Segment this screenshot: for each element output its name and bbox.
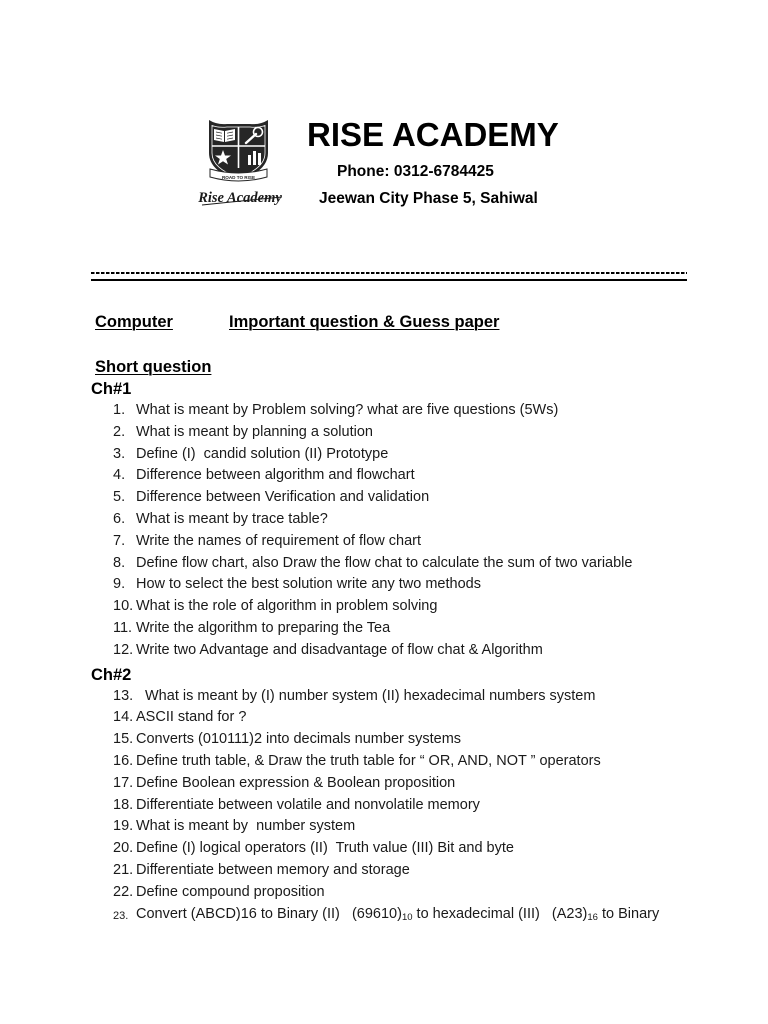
chapter-heading: Ch#1 bbox=[91, 380, 132, 398]
question-text: Differentiate between volatile and nonvolatile memory bbox=[136, 796, 480, 813]
question-number: 9. bbox=[113, 576, 126, 593]
question-number: 21. bbox=[113, 861, 134, 878]
question-text: Write the algorithm to preparing the Tea bbox=[136, 619, 391, 636]
question-number: 6. bbox=[113, 510, 126, 527]
chapter-heading: Ch#2 bbox=[91, 665, 132, 684]
question-number: 18. bbox=[113, 796, 134, 813]
question-number: 20. bbox=[113, 840, 134, 857]
question-text: What is meant by planning a solution bbox=[136, 423, 373, 440]
question-number: 10. bbox=[113, 598, 134, 615]
question-item bbox=[91, 618, 711, 640]
paper-title: Important question & Guess paper bbox=[229, 313, 500, 331]
question-number: 19. bbox=[113, 818, 134, 835]
question-number: 15. bbox=[113, 731, 134, 748]
question-item bbox=[91, 773, 711, 795]
question-item bbox=[91, 795, 711, 817]
question-item bbox=[91, 487, 711, 509]
question-number: 1. bbox=[113, 402, 126, 418]
question-text: ASCII stand for ? bbox=[136, 709, 247, 726]
question-item bbox=[91, 553, 711, 575]
question-text: Define compound proposition bbox=[136, 883, 325, 900]
question-item bbox=[91, 465, 711, 487]
phone-number: 0312-6784425 bbox=[393, 163, 494, 180]
question-number: 4. bbox=[113, 467, 126, 484]
question-text: Write two Advantage and disadvantage of flow chat & Algorithm bbox=[136, 641, 543, 658]
question-text: What is meant by trace table? bbox=[136, 510, 328, 527]
question-item bbox=[91, 904, 711, 926]
question-item bbox=[91, 838, 711, 860]
header-divider-solid bbox=[91, 279, 687, 281]
question-text: Differentiate between memory and storage bbox=[136, 861, 410, 878]
question-item bbox=[91, 686, 711, 708]
question-content bbox=[91, 356, 711, 925]
question-text: Define (I) candid solution (II) Prototype bbox=[136, 445, 389, 462]
logo-banner-text: ROAD TO RISE bbox=[221, 175, 256, 181]
question-list bbox=[91, 400, 711, 662]
question-list bbox=[91, 686, 711, 926]
phone-line bbox=[337, 164, 494, 180]
question-item bbox=[91, 640, 711, 662]
logo-script-text: Rise Academy bbox=[198, 190, 282, 206]
question-text: Converts (010111)2 into decimals number systems bbox=[136, 731, 462, 748]
question-item bbox=[91, 707, 711, 729]
question-text-segment: to Binary bbox=[597, 905, 660, 922]
base-subscript: 16 bbox=[587, 911, 598, 923]
question-item bbox=[91, 751, 711, 773]
section-title bbox=[91, 356, 711, 378]
question-text: Write the names of requirement of flow chart bbox=[136, 532, 422, 549]
question-number: 2. bbox=[113, 423, 126, 440]
question-number: 12. bbox=[113, 641, 134, 658]
question-text: Difference between algorithm and flowchart bbox=[136, 467, 415, 484]
question-number: 23. bbox=[113, 909, 129, 922]
title-row bbox=[0, 311, 768, 333]
question-text: Define Boolean expression & Boolean proposition bbox=[136, 774, 456, 791]
question-item bbox=[91, 816, 711, 838]
question-number: 13. bbox=[113, 687, 134, 704]
question-number: 3. bbox=[113, 445, 126, 462]
question-number: 8. bbox=[113, 554, 126, 571]
question-number: 22. bbox=[113, 883, 134, 900]
chapter-2 bbox=[91, 664, 711, 926]
question-item bbox=[91, 444, 711, 466]
question-text: What is meant by number system bbox=[136, 818, 356, 835]
question-number: 5. bbox=[113, 489, 126, 506]
address: Jeewan City Phase 5, Sahiwal bbox=[319, 190, 538, 207]
question-item bbox=[91, 729, 711, 751]
question-text: How to select the best solution write any two methods bbox=[136, 576, 481, 593]
chapter-1 bbox=[91, 378, 711, 662]
section-title-text: Short question bbox=[95, 358, 212, 376]
question-item bbox=[91, 400, 711, 422]
phone-label: Phone: bbox=[337, 163, 390, 180]
question-text bbox=[136, 906, 659, 922]
header-divider-dashed bbox=[91, 272, 687, 274]
question-number: 16. bbox=[113, 752, 134, 769]
question-number: 7. bbox=[113, 532, 126, 549]
question-item bbox=[91, 882, 711, 904]
question-item bbox=[91, 574, 711, 596]
question-text-segment: to hexadecimal (III) (A23) bbox=[412, 905, 588, 922]
question-number: 14. bbox=[113, 709, 134, 726]
question-text: Define flow chart, also Draw the flow chat to calculate the sum of two variable bbox=[136, 554, 633, 571]
question-text: What is meant by (I) number system (II) hexadecimal numbers system bbox=[145, 687, 596, 704]
question-item bbox=[91, 531, 711, 553]
academy-logo bbox=[196, 116, 288, 210]
question-text: Define (I) logical operators (II) Truth value (III) Bit and byte bbox=[136, 840, 514, 857]
question-text: What is the role of algorithm in problem solving bbox=[136, 598, 438, 615]
question-item bbox=[91, 509, 711, 531]
academy-name: RISE ACADEMY bbox=[307, 116, 559, 153]
question-item bbox=[91, 596, 711, 618]
question-text: Difference between Verification and validation bbox=[136, 489, 430, 506]
question-number: 17. bbox=[113, 774, 134, 791]
question-number: 11. bbox=[113, 619, 133, 636]
subject-label: Computer bbox=[95, 313, 173, 331]
question-item bbox=[91, 422, 711, 444]
question-text: Define truth table, & Draw the truth table for “ OR, AND, NOT ” operators bbox=[136, 752, 601, 769]
question-item bbox=[91, 860, 711, 882]
question-text: What is meant by Problem solving? what are five questions (5Ws) bbox=[136, 402, 559, 418]
base-subscript: 10 bbox=[401, 911, 413, 923]
question-text-segment: Convert (ABCD)16 to Binary (II) (69610) bbox=[136, 905, 402, 922]
